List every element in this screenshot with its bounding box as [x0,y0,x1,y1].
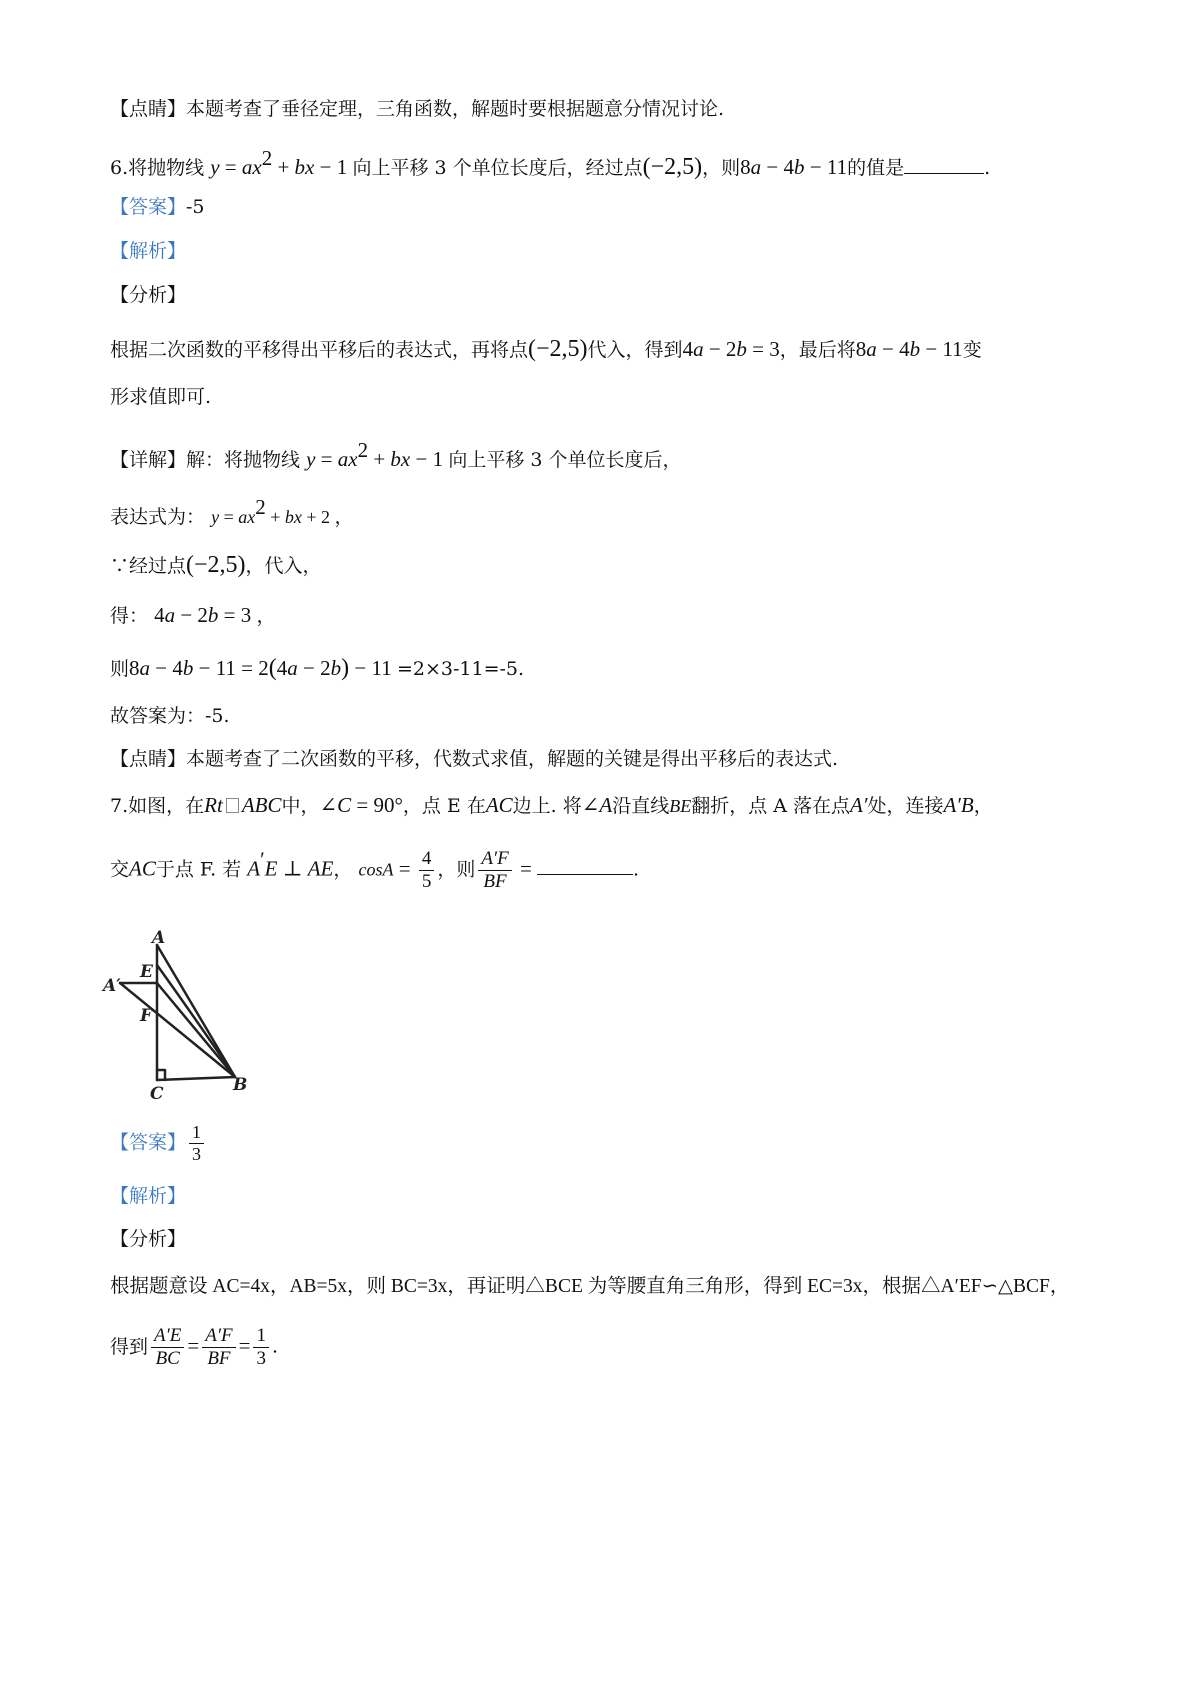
q6-text-1: 向上平移 3 个单位长度后，经过点 [352,157,643,179]
q6-jiexi-label: 【解析】 [110,240,187,262]
key-point-label: 【点睛】 [110,98,187,120]
key-point-text: 本题考查了垂径定理，三角函数，解题时要根据题意分情况讨论. [186,98,725,120]
q6-expression: 8 [740,155,751,179]
triangle-figure [95,925,270,1105]
label-F: F [140,1006,153,1026]
q6-point: (−2,5) [642,154,703,180]
q6-fenxi-label: 【分析】 [110,284,187,306]
label-A: A [152,928,166,948]
q7-analysis-line-2: 得到 $\frac{A'E}{BC}$ = $\frac{A'F}{BF}$ = $\frac{1}{3}$ . [110,1325,278,1369]
q6-text-3: 的值是 [847,157,905,179]
q6-answer-blank [904,172,984,174]
q6-prefix: 6.将抛物线 [110,157,205,179]
q7-analysis-line-1: 根据题意设 AC=4x，AB=5x，则 BC=3x，再证明△BCE 为等腰直角三角形，得到 EC=3x，根据△A′EF∽△BCF， [110,1276,1070,1297]
q6-key-point: 【点睛】本题考查了二次函数的平移，代数式求值，解题的关键是得出平移后的表达式. [110,748,839,770]
label-C: C [150,1084,164,1104]
key-point-line [110,100,724,119]
q6-answer-line [110,198,205,217]
segment-CB [157,1077,235,1080]
q6-text-2: ，则 [702,157,741,179]
question-6: 6.将抛物线 $y = ax^2$ + bx − 1 向上平移 3 个单位长度后，经过点(−2,5)，则8a − 4b − 11的值是 . [110,146,991,180]
q7-answer-blank [537,873,633,875]
segment-A-prime-B [120,983,235,1077]
q6-analysis-line-1: 根据二次函数的平移得出平移后的表达式，再将点(−2,5)代入，得到4a − 2b = 3，最后将8a − 4b − 11变 [110,336,982,362]
missing-glyph-box [226,798,239,813]
label-B: B [233,1075,248,1095]
label-E: E [140,962,153,982]
question-7: 7.如图，在Rt ABC中，∠C = 90°，点 E 在AC边上. 将∠A沿直线BE翻折，点 A 落在点A′处，连接A′B， [110,793,993,817]
q6-detail-line-6: 故答案为：-5. [110,705,230,727]
q6-detail-line-2: 表达式为： $y = ax^2$ + bx + 2 ， [110,495,354,528]
q6-parabola: y [210,155,220,179]
q7-fenxi-label: 【分析】 [110,1228,187,1250]
q7-jiexi-label: 【解析】 [110,1185,187,1207]
q6-answer-value: -5 [186,196,205,218]
arc-EB [157,965,235,1077]
label-A-prime: A′ [103,976,121,996]
answer-label: 【答案】 [110,196,187,218]
q6-detail-line-1: 【详解】解：将抛物线 $y = ax^2$ + bx − 1 向上平移 3 个单位长度后， [110,438,682,471]
segment-AB [157,945,235,1077]
q6-detail-line-4: 得： 4a − 2b = 3 ， [110,603,276,627]
q6-detail-line-5: 则8a − 4b − 11 = 2(4a − 2b) − 11 =2×3-11=-5. [110,655,525,681]
q6-detail-line-3: ∵经过点(−2,5)，代入， [110,552,322,578]
question-7-line-2: 交AC于点 F. 若 A′E ⊥ AE， cosA = $\frac{4}{5}$ ，则 $\frac{A'F}{BF}$ = . [110,847,640,892]
segment-EB [157,983,235,1077]
q7-answer-line: 【答案】 $\frac{1}{3}$ [110,1122,207,1164]
q6-analysis-line-2: 形求值即可. [110,386,212,408]
